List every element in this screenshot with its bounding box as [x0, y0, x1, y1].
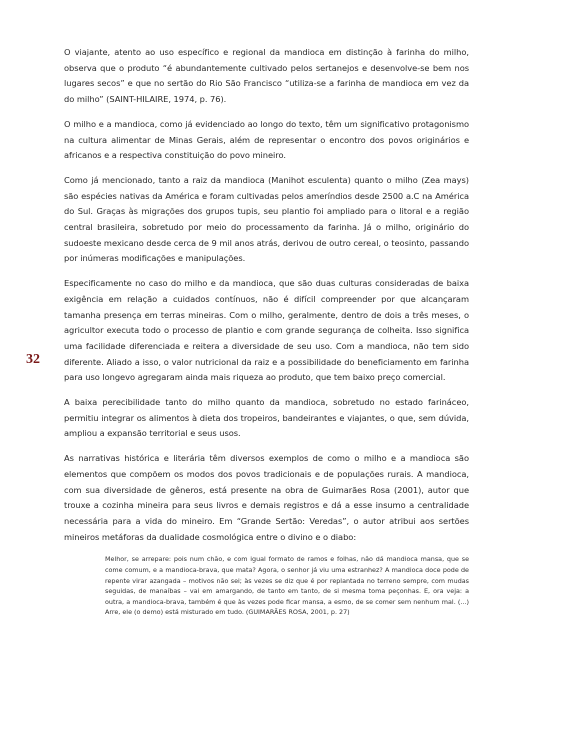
page-number: 32: [26, 352, 40, 367]
paragraph-3: Como já mencionado, tanto a raiz da mandioca (Manihot esculenta) quanto o milho (Zea mays) são espécies nativas da América e foram cultivadas pelos ameríndios desde 2500 a.C na América do Sul. Graças às migrações dos grupos tupis, seu plantio foi ampliado para o litoral e a região central brasileira, sobretudo por meio do processamento da farinha. Já o milho, originário do sudoeste mexicano desde cerca de 9 mil anos atrás, derivou de outro cereal, o teosinto, passando por inúmeras modificações e manipulações.: [64, 174, 469, 264]
paragraph-1: O viajante, atento ao uso específico e regional da mandioca em distinção à farinha do milho, observa que o produto “é abundantemente cultivado pelos sertanejos e desenvolve-se bem nos lugares secos” e que no sertão do Rio São Francisco “utiliza-se a farinha de mandioca em vez da do milho” (SAINT-HILAIRE, 1974, p. 76).: [64, 47, 469, 105]
paragraph-4: Especificamente no caso do milho e da mandioca, que são duas culturas consideradas de baixa exigência em relação a cuidados contínuos, não é difícil compreender por que alcançaram tamanha presença em terras mineiras. Com o milho, geralmente, dentro de dois a três meses, o agricultor executa todo o processo de plantio e com grande segurança de colheita. Isso significa uma facilidade diferenciada e reitera a diversidade de seu uso. Com a mandioca, não tem sido diferente. Aliado a isso, o valor nutricional da raiz e a possibilidade do beneficiamento em farinha para uso longevo agregaram ainda mais riqueza ao produto, que tem baixo preço comercial.: [64, 278, 469, 383]
paragraph-2: O milho e a mandioca, como já evidenciado ao longo do texto, têm um significativo protagonismo na cultura alimentar de Minas Gerais, além de representar o encontro dos povos originários e africanos e a respectiva constituição do povo mineiro.: [64, 118, 469, 161]
paragraph-6: As narrativas histórica e literária têm diversos exemplos de como o milho e a mandioca são elementos que compõem os modos dos povos tradicionais e de populações rurais. A mandioca, com sua diversidade de gêneros, está presente na obra de Guimarães Rosa (2001), autor que trouxe a cozinha mineira para seus livros e demais registros e dá a esse insumo a centralidade necessária para a vida do mineiro. Em “Grande Sertão: Veredas”, o autor atribui aos sertões mineiros metáforas da dualidade cosmológica entre o divino e o diabo:: [64, 453, 469, 542]
block-quote: Melhor, se arrepare: pois num chão, e com igual formato de ramos e folhas, não dá mandioca mansa, que se come comum, e a mandioca-brava, que mata? Agora, o senhor já viu uma estranhez? A mandioca doce pode de repente virar azangada – motivos não sei; às vezes se diz que é por replantada no terreno sempre, com mudas seguidas, de manaíbas – vai em amargando, de tanto em tanto, de si mesma toma peçonhas. E, ora veja: a outra, a mandioca-brava, também é que às vezes pode ficar mansa, a esmo, de se comer sem nenhum mal. (...) Arre, ele (o demo) está misturado em tudo. (GUIMARÃES ROSA, 2001, p. 27): [105, 555, 469, 617]
paragraph-5: A baixa perecibilidade tanto do milho quanto da mandioca, sobretudo no estado farináceo, permitiu integrar os alimentos à dieta dos tropeiros, bandeirantes e viajantes, o que, sem dúvida, ampliou a expansão territorial e seus usos.: [64, 397, 469, 439]
body-text: [64, 45, 469, 618]
